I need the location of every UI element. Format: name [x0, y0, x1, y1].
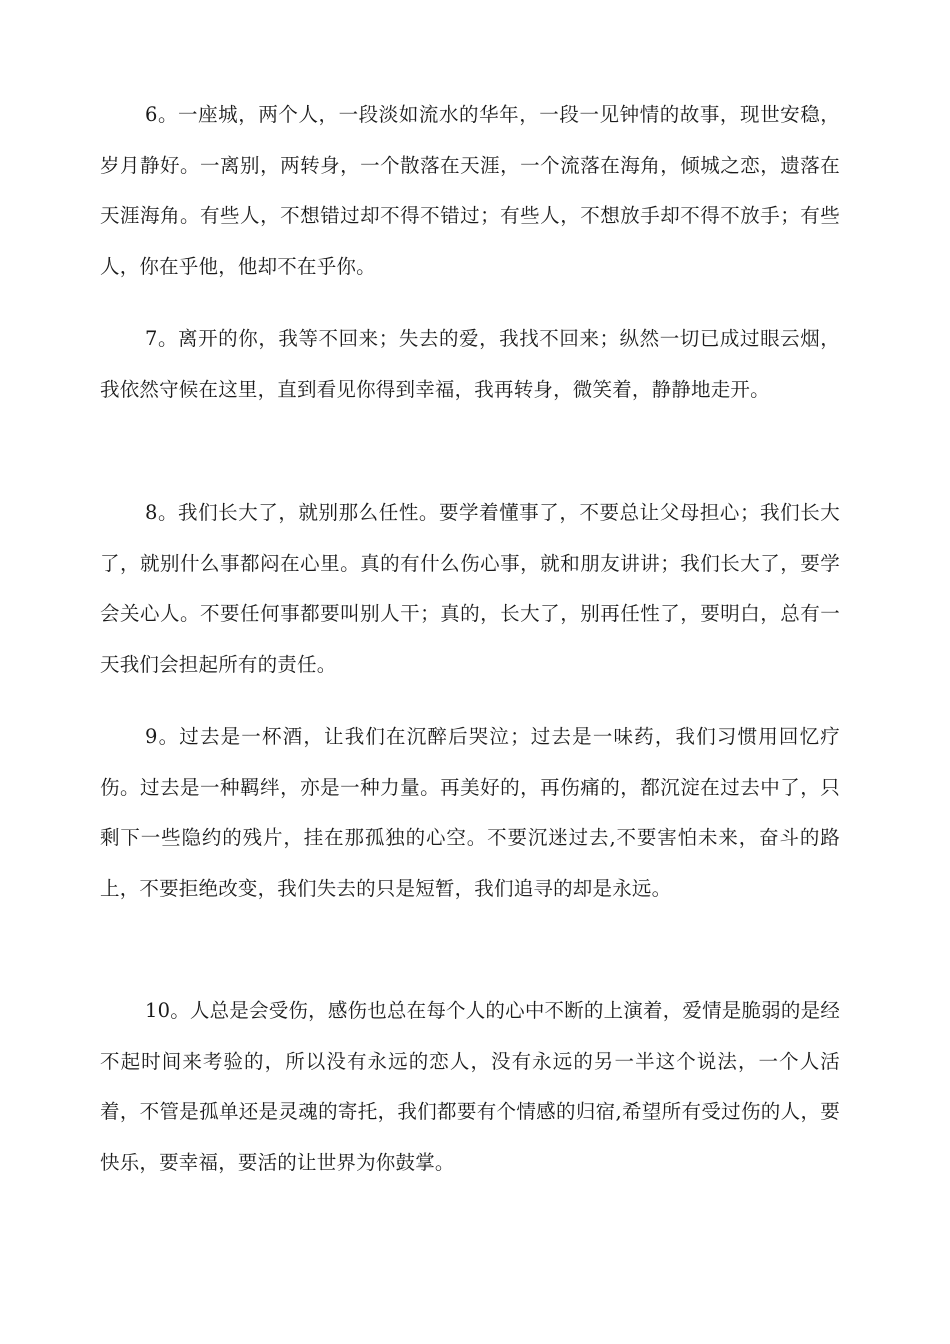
paragraph-9: 9。过去是一杯酒，让我们在沉醉后哭泣；过去是一味药，我们习惯用回忆疗伤。过去是一种羁绊，亦是一种力量。再美好的，再伤痛的，都沉淀在过去中了，只剩下一些隐约的残片，挂在那孤独的心空。不要沉迷过去,不要害怕未来，奋斗的路上，不要拒绝改变，我们失去的只是短暂，我们追寻的却是永远。 [100, 725, 840, 900]
paragraph-6: 6。一座城，两个人，一段淡如流水的华年，一段一见钟情的故事，现世安稳，岁月静好。一离别，两转身，一个散落在天涯，一个流落在海角，倾城之恋，遗落在天涯海角。有些人，不想错过却不得不错过；有些人，不想放手却不得不放手；有些人，你在乎他，他却不在乎你。 [100, 103, 840, 278]
paragraph-10: 10。人总是会受伤，感伤也总在每个人的心中不断的上演着，爱情是脆弱的是经不起时间来考验的，所以没有永远的恋人，没有永远的另一半这个说法，一个人活着，不管是孤单还是灵魂的寄托，我们都要有个情感的归宿,希望所有受过伤的人，要快乐，要幸福，要活的让世界为你鼓掌。 [100, 999, 841, 1174]
paragraph-8: 8。我们长大了，就别那么任性。要学着懂事了，不要总让父母担心；我们长大了，就别什么事都闷在心里。真的有什么伤心事，就和朋友讲讲；我们长大了，要学会关心人。不要任何事都要叫别人干；真的，长大了，别再任性了，要明白，总有一天我们会担起所有的责任。 [100, 501, 840, 676]
paragraph-7: 7。离开的你，我等不回来；失去的爱，我找不回来；纵然一切已成过眼云烟，我依然守候在这里，直到看见你得到幸福，我再转身，微笑着，静静地走开。 [100, 327, 840, 401]
